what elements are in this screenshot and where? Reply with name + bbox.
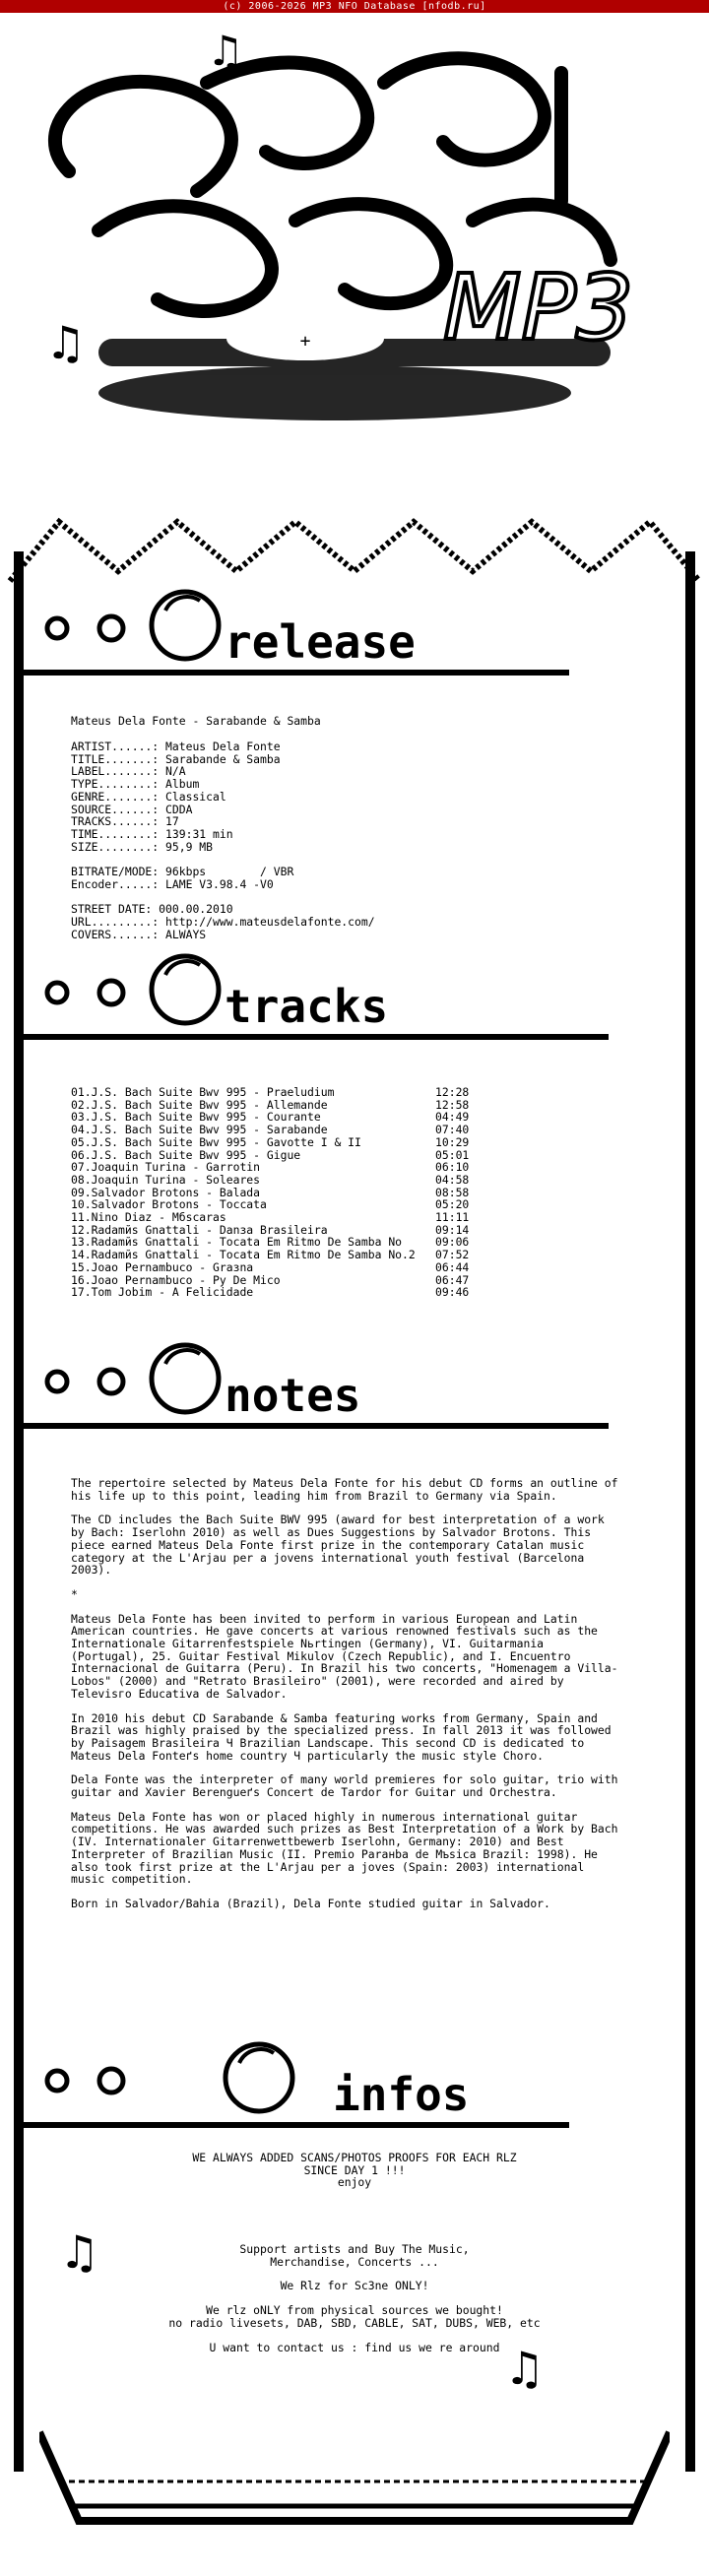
notes-block — [71, 1477, 622, 1922]
track-title: 11.Nino Diaz - Mбscaras — [71, 1210, 226, 1225]
infos-scans — [79, 2152, 630, 2189]
notes-paragraph: In 2010 his debut CD Sarabande & Samba featuring works from Germany, Spain and Brazil was highly praised by the specialized press. In fall 2013 it was followed by Paisagem Brasileira Ч Brazilian Landscape. This second CD is dedicated to Mateus Dela Fonteґs home country Ч particularly the music style Choro. — [71, 1710, 612, 1763]
tracks-heading: tracks — [225, 980, 389, 1033]
notes-paragraph: The CD includes the Bach Suite BWV 995 (award for best interpretation of a work by Bach: Iserlohn 2010) as well as Dues Suggestions by Salvador Brotons. This piece earned Mateus Dela Fonte first prize in the contemporary Catalan music category at the L'Arjau per a jovens international youth festival (Barcelona 2003). — [71, 1513, 605, 1578]
release-heading: release — [225, 615, 416, 669]
track-row — [71, 1136, 622, 1149]
track-title: 04.J.S. Bach Suite Bwv 995 - Sarabande — [71, 1123, 328, 1137]
track-row — [71, 1286, 622, 1299]
release-info-line: SIZE........: 95,9 MB — [71, 839, 214, 854]
track-title: 13.Radamйs Gnattali - Tocata Em Ritmo De Samba No — [71, 1235, 403, 1250]
copyright-bar: (c) 2006-2026 MP3 NFO Database [nfodb.ru] — [0, 0, 709, 13]
infos-section-header — [18, 2024, 697, 2142]
track-title: 17.Tom Jobim - A Felicidade — [71, 1285, 254, 1300]
track-title: 09.Salvador Brotons - Balada — [71, 1185, 261, 1199]
track-duration: 09:14 — [435, 1222, 470, 1237]
track-duration: 08:58 — [435, 1185, 470, 1199]
track-title: 02.J.S. Bach Suite Bwv 995 - Allemande — [71, 1097, 328, 1112]
release-info-line: TRACKS......: 17 — [71, 814, 179, 829]
track-duration: 04:58 — [435, 1172, 470, 1187]
infos-rlz-line: We Rlz for Sc3ne ONLY! — [280, 2279, 429, 2293]
track-title: 14.Radamйs Gnattali - Tocata Em Ritmo De Samba No.2 — [71, 1248, 416, 1262]
track-title: 06.J.S. Bach Suite Bwv 995 - Gigue — [71, 1147, 301, 1162]
release-info-line: STREET DATE: 000.00.2010 — [71, 902, 233, 917]
notes-paragraph: Born in Salvador/Bahia (Brazil), Dela Fonte studied guitar in Salvador. — [71, 1896, 550, 1910]
infos-support-line: Support artists and Buy The Music, — [239, 2242, 470, 2256]
music-note-icon: ♫ — [59, 2225, 100, 2279]
track-title: 03.J.S. Bach Suite Bwv 995 - Courante — [71, 1110, 321, 1125]
infos-physical-line: We rlz oNLY from physical sources we bought! — [206, 2303, 503, 2318]
track-duration: 05:01 — [435, 1147, 470, 1162]
infos-scans-line: SINCE DAY 1 !!! — [303, 2162, 406, 2177]
release-section-header — [18, 571, 697, 689]
infos-physical-line: no radio livesets, DAB, SBD, CABLE, SAT, DUBS, WEB, etc — [168, 2315, 541, 2330]
release-info-line: TITLE.......: Sarabande & Samba — [71, 751, 281, 766]
infos-contact-line: U want to contact us : find us we re around — [209, 2340, 500, 2354]
music-note-icon: ♫ — [207, 27, 244, 75]
track-title: 07.Joaquin Turina - Garrotin — [71, 1160, 261, 1175]
release-info-line: TIME........: 139:31 min — [71, 826, 233, 841]
release-info-block — [71, 741, 622, 940]
track-duration: 12:28 — [435, 1085, 470, 1099]
track-duration: 07:40 — [435, 1123, 470, 1137]
track-duration: 05:20 — [435, 1197, 470, 1212]
track-row — [71, 1086, 622, 1099]
track-duration: 09:46 — [435, 1285, 470, 1300]
track-duration: 07:52 — [435, 1248, 470, 1262]
release-info-line: BITRATE/MODE: 96kbps / VBR — [71, 865, 294, 879]
track-row — [71, 1174, 622, 1187]
track-duration: 06:44 — [435, 1259, 470, 1274]
notes-paragraph: Mateus Dela Fonte has been invited to perform in various European and Latin American countries. He gave concerts at various renowned festivals such as the Internationale Gitarrenfestspiele Nьrtingen (Germany), VI. Guitarmania (Portugal), 25. Guitar Festival Mikulov (Czech Republic), and I. Encuentro Internacional de Guitarra (Peru). In Brazil his two concerts, "Homenagem a Villa-Lobos" (2000) and "Retrato Brasileiro" (2001), were recorded and aired by Televisгo Educativa de Salvador. — [71, 1611, 618, 1701]
release-info-line: COVERS......: ALWAYS — [71, 927, 207, 941]
track-duration: 12:58 — [435, 1097, 470, 1112]
track-title: 01.J.S. Bach Suite Bwv 995 - Praeludium — [71, 1085, 335, 1099]
track-duration: 11:11 — [435, 1210, 470, 1225]
track-duration: 09:06 — [435, 1235, 470, 1250]
track-row — [71, 1249, 622, 1261]
track-list — [71, 1086, 622, 1299]
release-info-line: Encoder.....: LAME V3.98.4 -V0 — [71, 876, 274, 891]
mp3-logo — [10, 14, 699, 427]
track-title: 16.Joao Pernambuco - Pу De Mico — [71, 1272, 281, 1287]
track-row — [71, 1261, 622, 1274]
release-info-line: SOURCE......: CDDA — [71, 802, 193, 816]
infos-support — [79, 2243, 630, 2353]
frame-left-border — [14, 551, 24, 2472]
release-info-line: ARTIST......: Mateus Dela Fonte — [71, 740, 281, 753]
infos-heading: infos — [333, 2068, 470, 2121]
track-title: 08.Joaquin Turina - Soleares — [71, 1172, 261, 1187]
frame-bottom-pattern — [39, 2422, 670, 2531]
infos-scans-line: enjoy — [337, 2175, 372, 2190]
svg-text:+: + — [299, 331, 311, 352]
tracks-section-header — [18, 935, 697, 1054]
release-info-line: LABEL.......: N/A — [71, 764, 186, 779]
release-info-line: TYPE........: Album — [71, 777, 200, 792]
release-info-line[interactable]: URL.........: http://www.mateusdelafonte.com/ — [71, 914, 375, 929]
logo-mp3-text: MP3 — [443, 255, 634, 360]
track-duration: 06:10 — [435, 1160, 470, 1175]
notes-paragraph: Dela Fonte was the interpreter of many world premieres for solo guitar, trio with guitar and Xavier Berengueґs Concert de Tardor for Guitar und Orchestra. — [71, 1772, 618, 1800]
track-duration: 06:47 — [435, 1272, 470, 1287]
music-note-icon: ♫ — [45, 316, 87, 369]
music-note-icon: ♫ — [504, 2342, 546, 2395]
frame-right-border — [685, 551, 695, 2472]
infos-support-line: Merchandise, Concerts ... — [270, 2254, 439, 2269]
notes-paragraph: * — [71, 1586, 78, 1601]
release-info-line: GENRE.......: Classical — [71, 789, 226, 804]
notes-section-header — [18, 1324, 697, 1443]
track-duration: 10:29 — [435, 1134, 470, 1149]
release-title: Mateus Dela Fonte - Sarabande & Samba — [71, 714, 321, 728]
notes-paragraph: The repertoire selected by Mateus Dela Fonte for his debut CD forms an outline of his life up to this point, leading him from Brazil to Germany via Spain. — [71, 1476, 618, 1503]
track-title: 05.J.S. Bach Suite Bwv 995 - Gavotte I & II — [71, 1134, 361, 1149]
track-row — [71, 1211, 622, 1224]
track-duration: 04:49 — [435, 1110, 470, 1125]
notes-paragraph: Mateus Dela Fonte has won or placed highly in numerous international guitar competitions. He was awarded such prizes as Best Interpretation of a Work by Bach (IV. Internationaler Gitarrenwettbewerb Iserlohn, Germany: 2010) and Best Interpreter of Brazilian Music (II. Premio Paraнba de Mъsica Brazil: 1998). He also took first prize at the L'Arjau per a joves (Spain: 2003) international music competition. — [71, 1809, 618, 1887]
infos-scans-line: WE ALWAYS ADDED SCANS/PHOTOS PROOFS FOR EACH RLZ — [192, 2151, 517, 2164]
track-title: 15.Joao Pernambuco - Graзna — [71, 1259, 254, 1274]
notes-heading: notes — [225, 1369, 361, 1422]
track-title: 12.Radamйs Gnattali - Danзa Brasileira — [71, 1222, 328, 1237]
track-row — [71, 1124, 622, 1136]
track-title: 10.Salvador Brotons - Toccata — [71, 1197, 267, 1212]
